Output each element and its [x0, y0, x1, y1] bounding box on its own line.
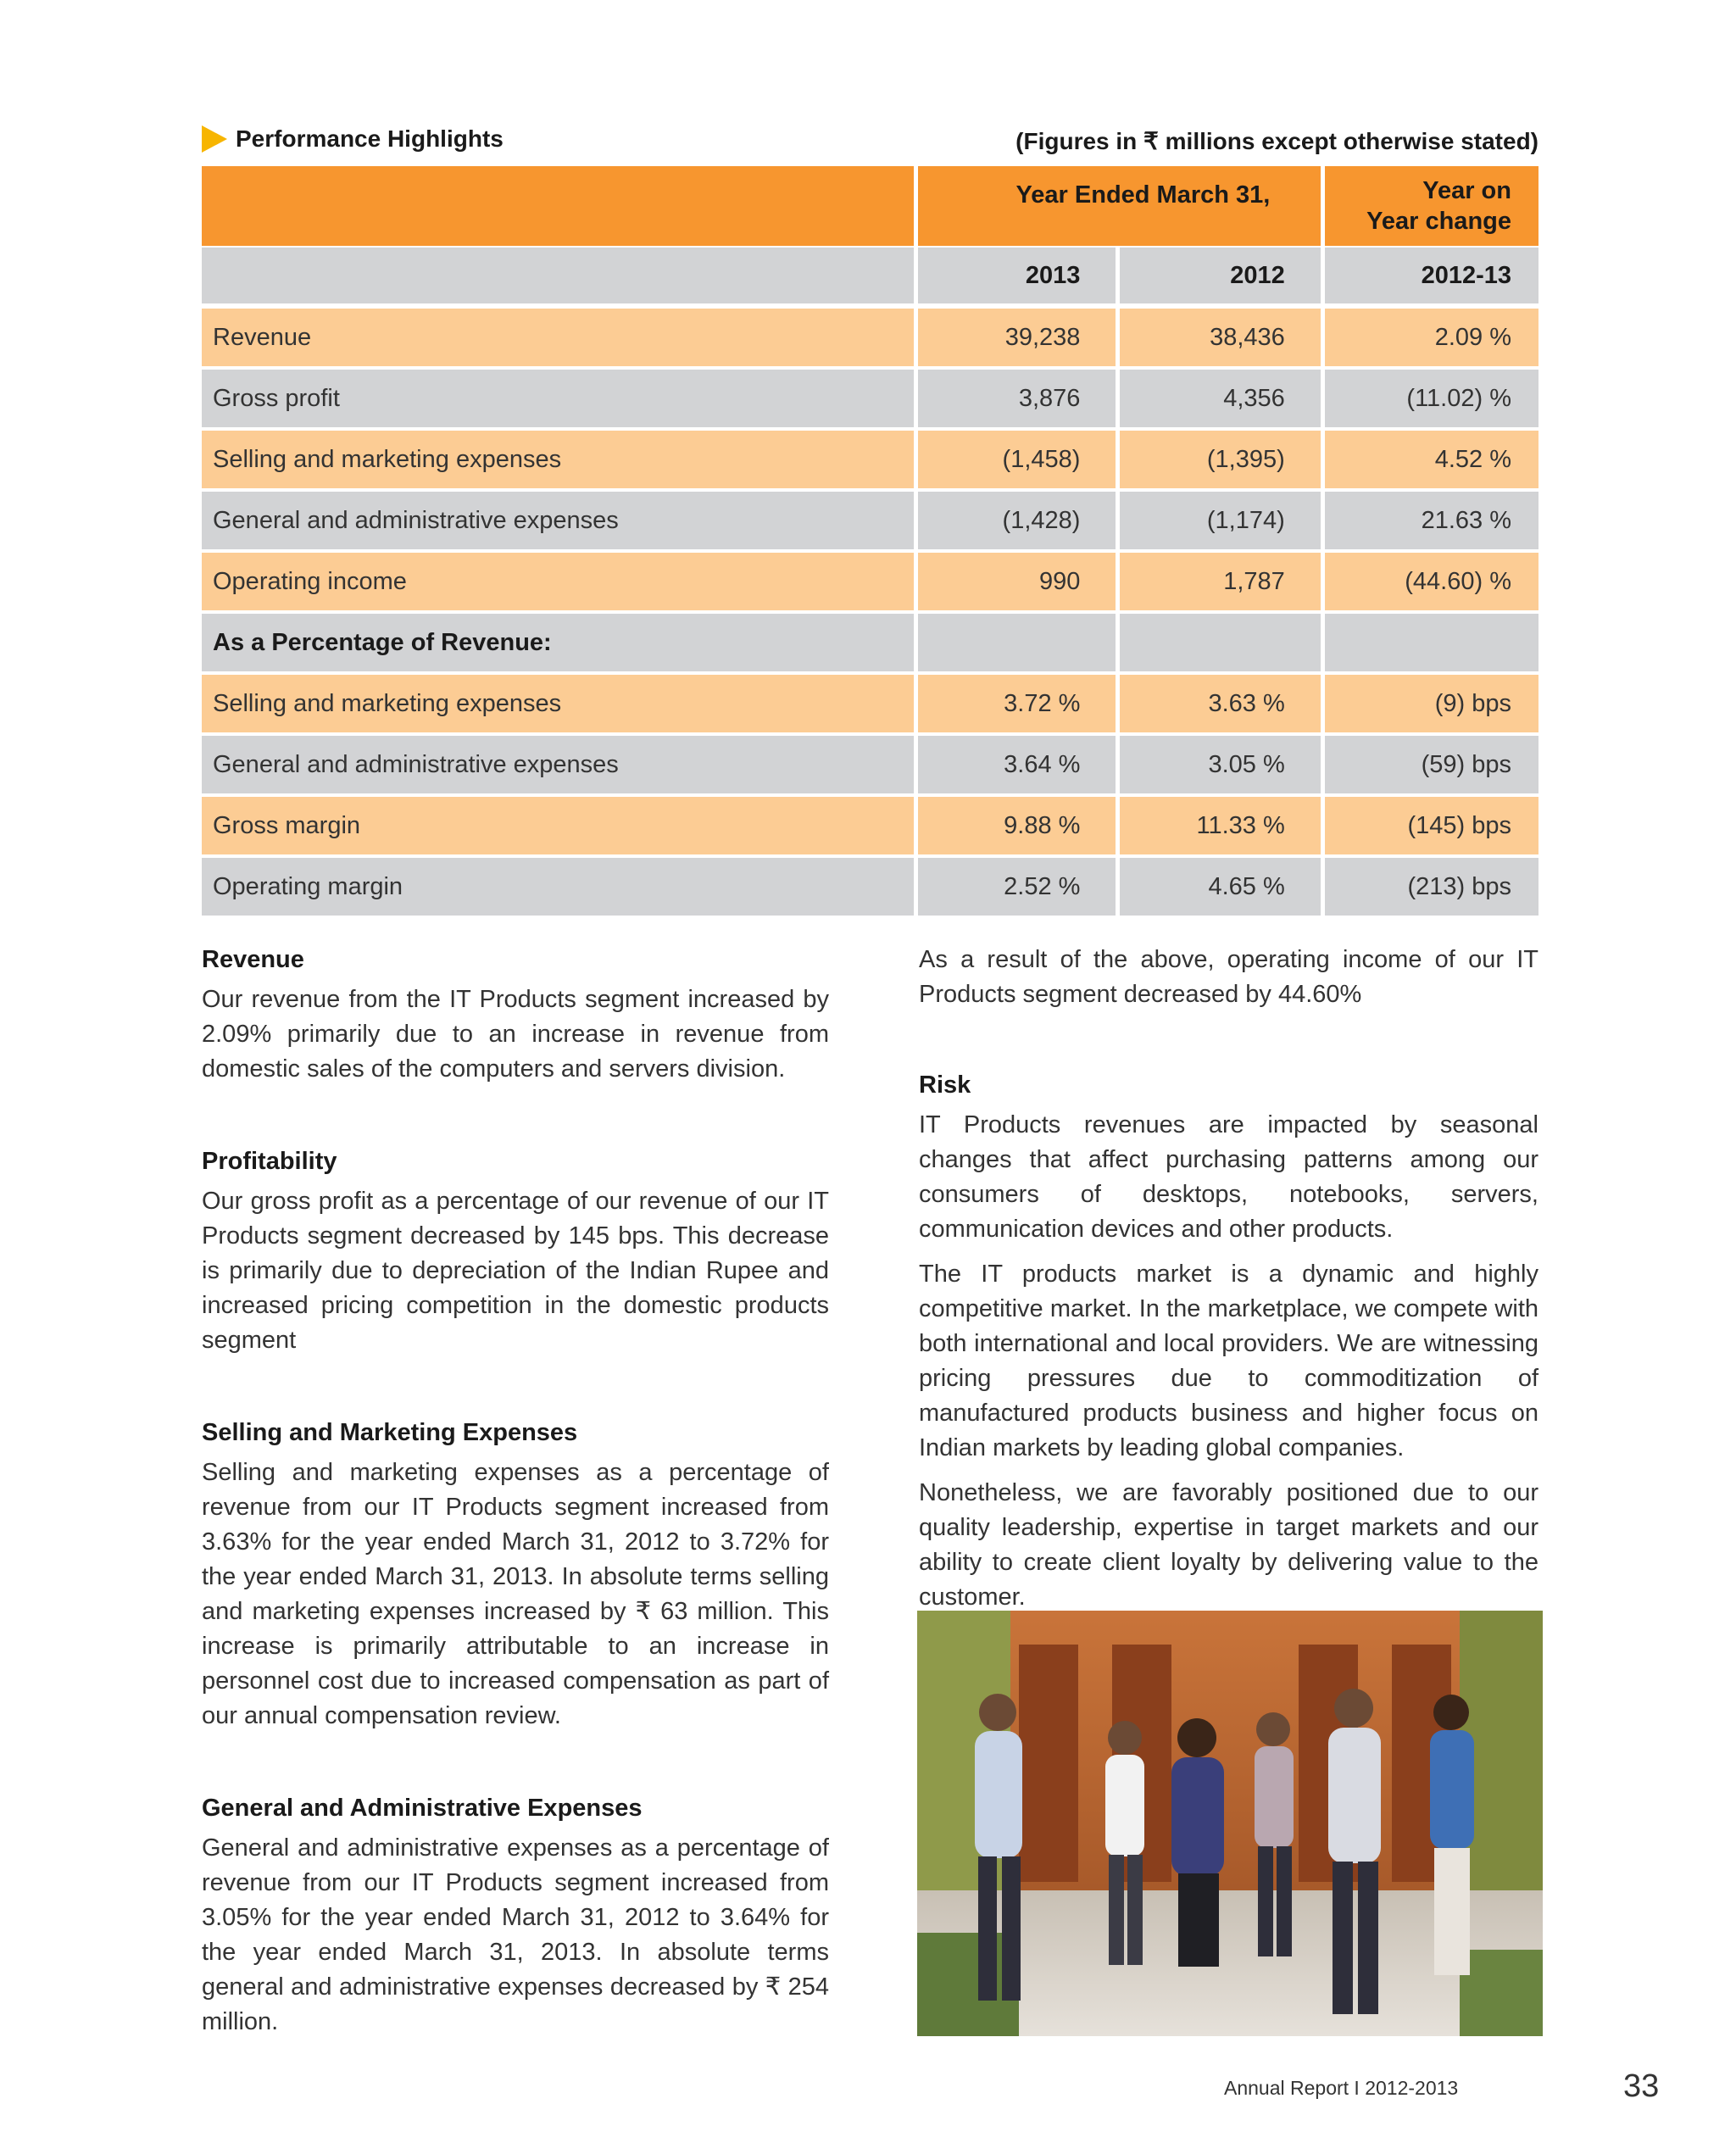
triangle-bullet-icon [202, 125, 227, 153]
value-2012: 38,436 [1120, 309, 1320, 366]
value-2013: (1,428) [918, 492, 1116, 549]
year-ended-header: Year Ended March 31, [918, 166, 1321, 246]
value-2013: (1,458) [918, 431, 1116, 488]
section-title-text: Performance Highlights [236, 125, 504, 152]
table-row [202, 492, 1538, 549]
row-label: Gross profit [202, 370, 914, 427]
value-2013: 39,238 [918, 309, 1116, 366]
change-period-header: 2012-13 [1325, 248, 1538, 303]
page-number: 33 [1623, 2068, 1660, 2104]
figures-note: (Figures in ₹ millions except otherwise stated) [1015, 128, 1538, 154]
operating-income-paragraph: As a result of the above, operating income of our IT Products segment decreased by 44.60% [919, 946, 1538, 1008]
general-admin-paragraph: General and administrative expenses as a percentage of revenue from our IT Products segment increased from 3.05% for the year ended March 31, 2012 to 3.64% for the year ended March 31, 2013. In absolute terms general and administrative expenses decreased by ₹ 254 million. [202, 1834, 829, 2035]
table-row [202, 736, 1538, 793]
revenue-paragraph: Our revenue from the IT Products segment increased by 2.09% primarily due to an increase in revenue from domestic sales of the computers and servers division. [202, 986, 829, 1083]
selling-marketing-heading: Selling and Marketing Expenses [202, 1419, 578, 1446]
yoy-header-line2: Year change [1366, 208, 1511, 235]
row-label: Selling and marketing expenses [202, 431, 914, 488]
blank-cell [918, 614, 1116, 671]
value-2013: 3.72 % [918, 675, 1116, 732]
value-2012: 4,356 [1120, 370, 1320, 427]
revenue-heading: Revenue [202, 946, 304, 973]
performance-table [202, 166, 1538, 919]
value-2012: 4.65 % [1120, 858, 1320, 916]
profitability-heading: Profitability [202, 1148, 337, 1175]
value-2013: 990 [918, 553, 1116, 610]
value-change: (213) bps [1325, 858, 1538, 916]
value-change: (145) bps [1325, 797, 1538, 854]
table-row [202, 370, 1538, 427]
row-label: Gross margin [202, 797, 914, 854]
yoy-header-line1: Year on [1422, 177, 1511, 204]
subheading-label: As a Percentage of Revenue: [202, 614, 914, 671]
left-text-column [202, 943, 829, 2040]
blank-cell [1325, 614, 1538, 671]
value-change: 21.63 % [1325, 492, 1538, 549]
table-row [202, 431, 1538, 488]
value-2013: 3,876 [918, 370, 1116, 427]
footer-report-label: Annual Report I 2012-2013 [1224, 2077, 1459, 2099]
right-text-column [919, 943, 1538, 1615]
years-blank-cell [202, 248, 914, 303]
value-change: (11.02) % [1325, 370, 1538, 427]
employees-photo-illustration [917, 1611, 1543, 2036]
section-title [202, 125, 504, 153]
row-label: Operating margin [202, 858, 914, 916]
yoy-header [1325, 166, 1538, 246]
subheading-row [202, 614, 1538, 671]
year-2012-header: 2012 [1120, 248, 1320, 303]
years-row [202, 248, 1538, 303]
selling-marketing-paragraph: Selling and marketing expenses as a percentage of revenue from our IT Products segment increased from 3.63% for the year ended March 31, 2012 to 3.72% for the year ended March 31, 2013. In absolute terms selling and marketing expenses increased by ₹ 63 million. This increase is primarily attributable to an increase in personnel cost due to increased compensation as part of our annual compensation review. [202, 1459, 829, 1729]
employees-photo [917, 1611, 1543, 2036]
general-admin-heading: General and Administrative Expenses [202, 1795, 643, 1822]
table-row [202, 675, 1538, 732]
table-row [202, 797, 1538, 854]
risk-paragraph-2: The IT products market is a dynamic and highly competitive market. In the marketplace, we compete with both international and local providers. We are witnessing pricing pressures due to commoditization of manufactured products business and higher focus on Indian markets by leading global companies. [919, 1261, 1538, 1461]
table-row [202, 553, 1538, 610]
value-2012: 3.05 % [1120, 736, 1320, 793]
value-change: 4.52 % [1325, 431, 1538, 488]
value-2012: (1,174) [1120, 492, 1320, 549]
profitability-paragraph: Our gross profit as a percentage of our revenue of our IT Products segment decreased by 145 bps. This decrease is primarily due to depreciation of the Indian Rupee and increased pricing competition in the domestic products segment [202, 1188, 829, 1354]
value-2013: 9.88 % [918, 797, 1116, 854]
table-row [202, 309, 1538, 366]
value-2012: 3.63 % [1120, 675, 1320, 732]
value-2013: 2.52 % [918, 858, 1116, 916]
year-2013-header: 2013 [918, 248, 1116, 303]
row-label: General and administrative expenses [202, 492, 914, 549]
risk-paragraph-3: Nonetheless, we are favorably positioned due to our quality leadership, expertise in target markets and our ability to create client loyalty by delivering value to the customer. [919, 1479, 1538, 1611]
table-row [202, 858, 1538, 916]
value-2013: 3.64 % [918, 736, 1116, 793]
value-change: (44.60) % [1325, 553, 1538, 610]
risk-paragraph-1: IT Products revenues are impacted by seasonal changes that affect purchasing patterns among our consumers of desktops, notebooks, servers, communication devices and other products. [919, 1111, 1538, 1243]
row-label: Operating income [202, 553, 914, 610]
value-change: (9) bps [1325, 675, 1538, 732]
row-label: Selling and marketing expenses [202, 675, 914, 732]
value-change: 2.09 % [1325, 309, 1538, 366]
row-label: Revenue [202, 309, 914, 366]
risk-heading: Risk [919, 1071, 971, 1099]
value-change: (59) bps [1325, 736, 1538, 793]
value-2012: (1,395) [1120, 431, 1320, 488]
table-header-row [202, 166, 1538, 246]
value-2012: 1,787 [1120, 553, 1320, 610]
row-label: General and administrative expenses [202, 736, 914, 793]
blank-cell [1120, 614, 1320, 671]
header-blank-cell [202, 166, 914, 246]
value-2012: 11.33 % [1120, 797, 1320, 854]
